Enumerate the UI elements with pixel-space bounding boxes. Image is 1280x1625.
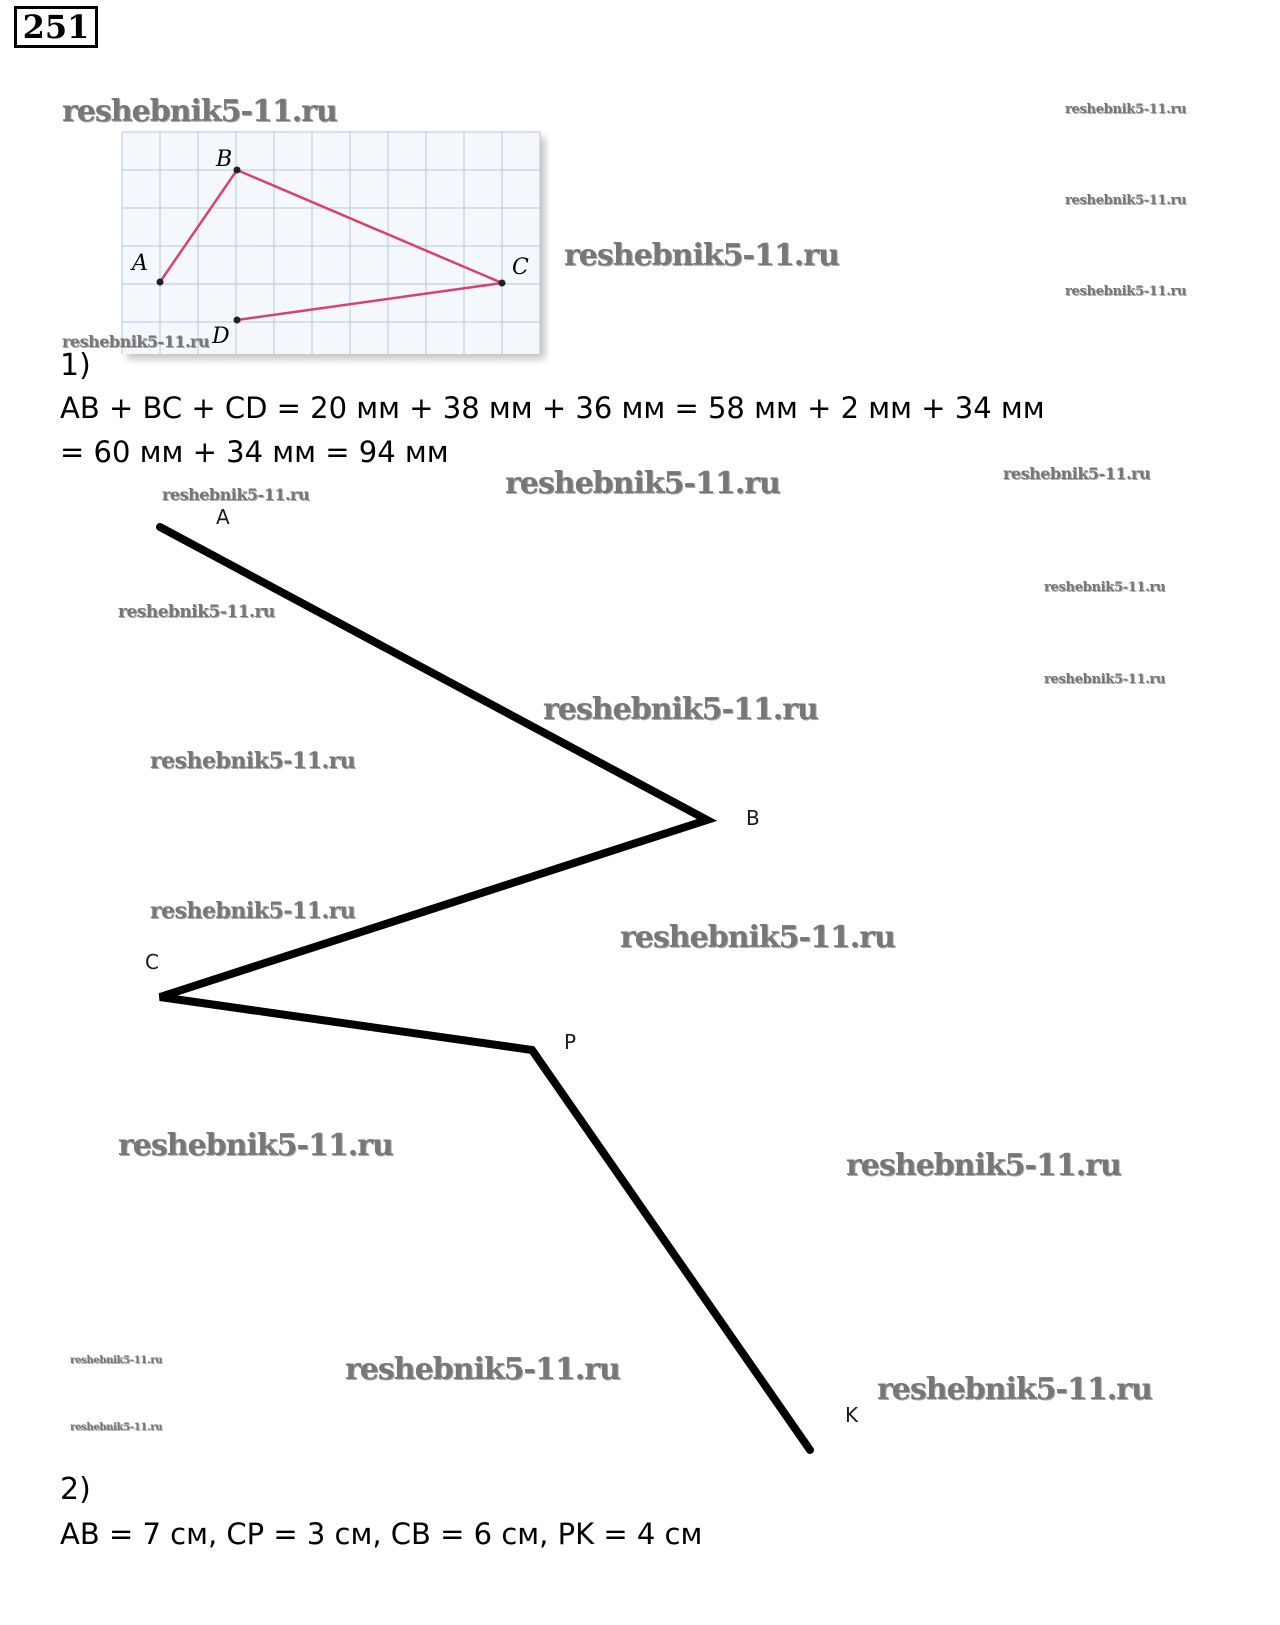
part1-number: 1) [60,348,91,383]
watermark: reshebnik5-11.ru [345,1352,620,1387]
label-point-k: K [845,1403,859,1427]
watermark: reshebnik5-11.ru [543,692,818,727]
label-b: B [216,147,233,172]
watermark: reshebnik5-11.ru [62,332,210,351]
label-point-c: C [145,950,159,974]
label-point-b: B [746,806,760,830]
watermark: reshebnik5-11.ru [1065,284,1187,299]
part1-equation-line1: AB + BC + CD = 20 мм + 38 мм + 36 мм = 58 мм + 2 мм + 34 мм [60,391,1045,425]
watermark: reshebnik5-11.ru [620,920,895,955]
label-c: C [512,255,529,280]
label-d: D [212,324,230,349]
watermark: reshebnik5-11.ru [118,602,275,622]
label-point-a: A [216,505,230,529]
broken-line-abcpk [160,527,810,1450]
watermark: reshebnik5-11.ru [846,1148,1121,1183]
watermark: reshebnik5-11.ru [564,238,839,273]
watermark: reshebnik5-11.ru [1065,102,1187,117]
watermark: reshebnik5-11.ru [877,1372,1152,1407]
watermark: reshebnik5-11.ru [150,898,356,924]
watermark: reshebnik5-11.ru [118,1128,393,1163]
part2-number: 2) [60,1472,91,1507]
watermark: reshebnik5-11.ru [505,466,780,501]
watermark: reshebnik5-11.ru [70,1422,163,1433]
watermark: reshebnik5-11.ru [162,485,310,504]
label-point-p: P [564,1030,577,1054]
watermark: reshebnik5-11.ru [1044,672,1166,687]
watermark: reshebnik5-11.ru [150,748,356,774]
watermark: reshebnik5-11.ru [1065,193,1187,208]
watermark: reshebnik5-11.ru [62,94,337,129]
watermark: reshebnik5-11.ru [1003,464,1151,483]
label-a: A [132,251,148,276]
part2-equation: AB = 7 см, CP = 3 см, CB = 6 см, PK = 4 см [60,1517,703,1551]
watermark: reshebnik5-11.ru [1044,580,1166,595]
watermark: reshebnik5-11.ru [70,1355,163,1366]
part1-equation-line2: = 60 мм + 34 мм = 94 мм [60,435,449,469]
problem-number: 251 [14,6,98,48]
